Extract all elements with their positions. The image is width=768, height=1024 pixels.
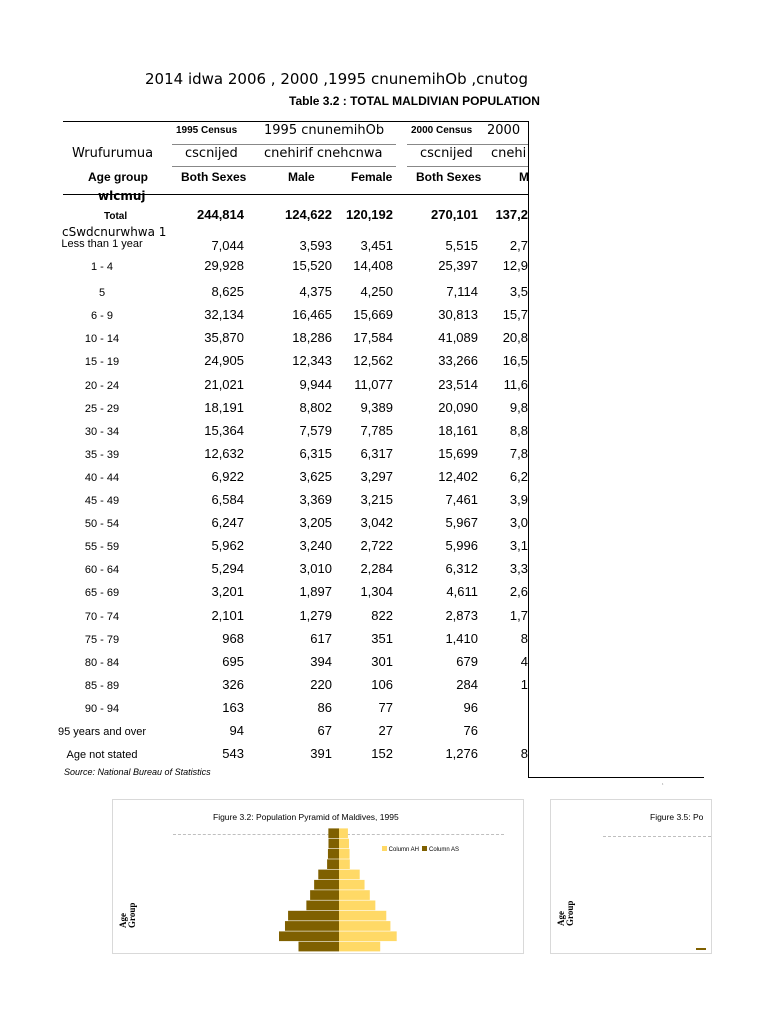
table-cell: 16,5 — [502, 353, 528, 368]
female-bar — [339, 901, 375, 911]
table-cell: 968 — [222, 631, 244, 646]
age-group-label: 75 - 79 — [84, 634, 120, 646]
table-cell: 33,266 — [438, 353, 478, 368]
table-cell: 41,089 — [438, 330, 478, 345]
table-cell: 3,1 — [509, 538, 528, 553]
age-group-label: 35 - 39 — [84, 449, 120, 461]
y-label-line-2: Group — [127, 902, 137, 928]
table-cell: 7,114 — [446, 284, 478, 299]
table-cell: 617 — [310, 631, 332, 646]
total-cell: 120,192 — [346, 207, 393, 222]
age-group-label: 40 - 44 — [84, 472, 120, 484]
female-bar — [339, 911, 386, 921]
population-pyramid-chart — [112, 799, 524, 954]
total-cell: 270,101 — [431, 207, 478, 222]
table-cell: 12,343 — [292, 353, 332, 368]
age-group-label: 80 - 84 — [84, 657, 120, 669]
table-cell: 3,3 — [509, 561, 528, 576]
table-cell: 394 — [310, 654, 332, 669]
age-group-label: 65 - 69 — [84, 587, 120, 599]
female-bar — [339, 890, 370, 900]
table-cell: 679 — [456, 654, 478, 669]
table-cell: 6,584 — [211, 492, 244, 507]
table-cell: 20,090 — [438, 400, 478, 415]
y2-label-line-1: Age — [556, 911, 566, 926]
table-cell: 6,312 — [445, 561, 478, 576]
legend-label-as: Column AS — [429, 847, 460, 853]
age-group-label: 85 - 89 — [84, 680, 120, 692]
under-one-dv-label: cSwdcnurwhwa 1 — [62, 225, 167, 239]
table-cell: 8,625 — [211, 284, 244, 299]
table-cell: 822 — [371, 608, 393, 623]
table-cell: 4 — [520, 654, 528, 669]
table-cell: 67 — [317, 723, 332, 738]
female-bar — [339, 942, 380, 952]
male-bar — [328, 828, 339, 838]
table-cell: 20,8 — [502, 330, 528, 345]
table-cell: 9,944 — [299, 377, 332, 392]
table-cell: 24,905 — [204, 353, 244, 368]
header-census-2000: 2000 Census — [411, 125, 473, 136]
chart2-y-axis-label — [557, 901, 575, 926]
chart2-top-gridline — [603, 836, 711, 838]
table-cell: 5,962 — [211, 538, 244, 553]
table-cell: 2,284 — [360, 561, 393, 576]
female-bar — [339, 880, 365, 890]
table-cell: 3,593 — [299, 238, 332, 253]
table-cell: 8 — [520, 746, 528, 761]
female-bar — [339, 859, 350, 869]
header-female-1995: Female — [351, 170, 393, 184]
female-bar — [339, 839, 349, 849]
table-cell: 1,897 — [299, 584, 332, 599]
table-cell: 1,276 — [445, 746, 478, 761]
age-group-label: 1 - 4 — [90, 261, 113, 273]
table-cell: 15,7 — [502, 307, 528, 322]
age-group-label: 20 - 24 — [84, 380, 120, 392]
y-label-line-1: Age — [118, 913, 128, 928]
pyramid-plot — [113, 800, 523, 953]
table-cell: 11,077 — [354, 377, 393, 392]
table-cell: 15,699 — [438, 446, 478, 461]
age-group-label: 30 - 34 — [84, 426, 120, 438]
source-note: Source: National Bureau of Statistics — [64, 767, 211, 777]
age-group-label: 50 - 54 — [84, 518, 120, 530]
header-male-2000: M — [519, 170, 529, 184]
header-age-dv: Wrufurumua — [72, 146, 154, 161]
table-cell: 7,461 — [445, 492, 478, 507]
table-cell: 18,286 — [292, 330, 332, 345]
table-cell: 391 — [310, 746, 332, 761]
table-cell: 1 — [520, 677, 528, 692]
table-cell: 6,922 — [211, 469, 244, 484]
table-cell: 12,402 — [438, 469, 478, 484]
table-cell: 326 — [222, 677, 244, 692]
table-cell: 163 — [222, 700, 244, 715]
total-cell: 124,622 — [285, 207, 332, 222]
table-cell: 3,201 — [211, 584, 244, 599]
female-bar — [339, 931, 397, 941]
table-cell: 5,996 — [445, 538, 478, 553]
table-cell: 5,294 — [211, 561, 244, 576]
underline-dv-1995 — [172, 166, 396, 167]
table-cell: 2,6 — [509, 584, 528, 599]
male-bar — [328, 849, 339, 859]
table-cell: 9,389 — [360, 400, 393, 415]
table-cell: 7,044 — [211, 238, 244, 253]
chart2-bar-fragment — [696, 948, 706, 950]
table-cell: 543 — [222, 746, 244, 761]
table-cell: 8 — [520, 631, 528, 646]
male-bar — [318, 870, 339, 880]
header-census-1995: 1995 Census — [176, 125, 238, 136]
table-cell: 3,205 — [299, 515, 332, 530]
table-cell: 106 — [371, 677, 393, 692]
table-cell: 152 — [371, 746, 393, 761]
table-cell: 2,722 — [360, 538, 393, 553]
header-age-group: Age group — [88, 170, 148, 184]
table-cell: 3,297 — [360, 469, 393, 484]
table-cell: 12,9 — [502, 258, 528, 273]
table-cell: 1,410 — [445, 631, 478, 646]
female-bar — [339, 828, 348, 838]
right-border — [528, 121, 529, 777]
table-cell: 3,5 — [509, 284, 528, 299]
table-cell: 2,873 — [445, 608, 478, 623]
table-cell: 6,2 — [509, 469, 528, 484]
table-cell: 6,317 — [360, 446, 393, 461]
table-cell: 27 — [378, 723, 393, 738]
table-cell: 2,101 — [211, 608, 244, 623]
male-bar — [310, 890, 339, 900]
table-cell: 7,8 — [509, 446, 528, 461]
underline-2000 — [407, 144, 528, 145]
table-cell: 301 — [371, 654, 393, 669]
table-cell: 6,315 — [299, 446, 332, 461]
age-group-label: 5 — [98, 287, 106, 299]
table-cell: 3,215 — [360, 492, 393, 507]
table-title: Table 3.2 : TOTAL MALDIVIAN POPULATION — [289, 94, 540, 108]
underline-dv-2000 — [407, 166, 528, 167]
stray-mark: ‘ — [662, 783, 664, 790]
table-cell: 18,161 — [438, 423, 478, 438]
table-cell: 1,279 — [299, 608, 332, 623]
table-cell: 3,042 — [360, 515, 393, 530]
age-group-label: 90 - 94 — [84, 703, 120, 715]
table-bottom-rule — [528, 777, 704, 778]
male-bar — [299, 942, 339, 952]
table-cell: 32,134 — [204, 307, 244, 322]
table-cell: 220 — [310, 677, 332, 692]
table-cell: 2,7 — [509, 238, 528, 253]
male-bar — [328, 839, 339, 849]
table-cell: 76 — [463, 723, 478, 738]
age-group-label: 60 - 64 — [84, 564, 120, 576]
table-cell: 96 — [463, 700, 478, 715]
total-cell: 137,2 — [495, 207, 528, 222]
table-cell: 8,802 — [299, 400, 332, 415]
age-group-label: 6 - 9 — [90, 310, 113, 322]
table-cell: 15,520 — [292, 258, 332, 273]
age-group-label: 15 - 19 — [84, 356, 120, 368]
table-cell: 14,408 — [353, 258, 393, 273]
header-both-sexes-1995: Both Sexes — [181, 170, 247, 184]
male-bar — [314, 880, 339, 890]
table-cell: 3,369 — [299, 492, 332, 507]
header-dhivehi-2000: 2000 — [487, 123, 521, 138]
male-bar — [285, 921, 339, 931]
table-cell: 7,785 — [360, 423, 393, 438]
chart-title: Figure 3.2: Population Pyramid of Maldives, 1995 — [213, 812, 399, 822]
table-cell: 8,8 — [509, 423, 528, 438]
female-bar — [339, 849, 350, 859]
legend-label-ah: Column AH — [388, 847, 420, 853]
underline-1995 — [172, 144, 396, 145]
table-cell: 86 — [317, 700, 332, 715]
table-cell: 9,8 — [509, 400, 528, 415]
table-cell: 12,562 — [353, 353, 393, 368]
header-dhivehi-1995: 1995 cnunemihOb — [264, 123, 385, 138]
table-cell: 17,584 — [353, 330, 393, 345]
table-cell: 1,304 — [360, 584, 393, 599]
table-cell: 7,579 — [299, 423, 332, 438]
table-cell: 3,240 — [299, 538, 332, 553]
table-cell: 77 — [378, 700, 393, 715]
table-top-rule — [63, 121, 529, 122]
table-cell: 351 — [371, 631, 393, 646]
age-group-label: Less than 1 year — [61, 238, 143, 250]
table-cell: 6,247 — [211, 515, 244, 530]
chart2-title: Figure 3.5: Po — [650, 812, 704, 822]
table-cell: 21,021 — [204, 377, 244, 392]
header-both-dv-2000: cscnijed — [420, 146, 473, 161]
age-group-label: 95 years and over — [57, 726, 147, 738]
table-cell: 3,451 — [360, 238, 393, 253]
table-cell: 18,191 — [204, 400, 244, 415]
table-cell: 30,813 — [438, 307, 478, 322]
table-cell: 35,870 — [204, 330, 244, 345]
table-cell: 3,010 — [299, 561, 332, 576]
female-bar — [339, 870, 360, 880]
total-label: Total — [104, 211, 128, 222]
age-group-label: 25 - 29 — [84, 403, 120, 415]
male-bar — [288, 911, 339, 921]
table-cell: 25,397 — [438, 258, 478, 273]
age-group-label: 70 - 74 — [84, 611, 120, 623]
table-cell: 12,632 — [204, 446, 244, 461]
header-male-female-dv: cnehirif cnehcnwa — [264, 146, 383, 161]
y2-label-line-2: Group — [565, 900, 575, 926]
table-cell: 23,514 — [438, 377, 478, 392]
table-cell: 29,928 — [204, 258, 244, 273]
age-group-label: 10 - 14 — [84, 333, 120, 345]
page-top-title: 2014 idwa 2006 , 2000 ,1995 cnunemihOb ,cnutog — [145, 70, 528, 88]
table-cell: 94 — [229, 723, 244, 738]
table-cell: 5,967 — [445, 515, 478, 530]
table-cell: 284 — [456, 677, 478, 692]
table-cell: 3,9 — [509, 492, 528, 507]
table-cell: 4,375 — [299, 284, 332, 299]
table-cell: 16,465 — [292, 307, 332, 322]
table-cell: 1,7 — [509, 608, 528, 623]
male-bar — [306, 901, 339, 911]
total-dv-label: wlcmuj — [98, 189, 146, 203]
female-bar — [339, 921, 390, 931]
table-cell: 4,250 — [360, 284, 393, 299]
table-cell: 15,669 — [353, 307, 393, 322]
table-cell: 695 — [222, 654, 244, 669]
age-group-label: 45 - 49 — [84, 495, 120, 507]
header-both-sexes-2000: Both Sexes — [416, 170, 482, 184]
table-cell: 4,611 — [446, 584, 478, 599]
header-male-dv-2000: cnehi — [491, 146, 527, 161]
table-cell: 15,364 — [204, 423, 244, 438]
age-group-label: 55 - 59 — [84, 541, 120, 553]
table-cell: 5,515 — [445, 238, 478, 253]
table-cell: 11,6 — [503, 377, 528, 392]
second-figure-chart — [550, 799, 712, 954]
table-cell: 3,0 — [509, 515, 528, 530]
total-cell: 244,814 — [197, 207, 244, 222]
header-both-dv: cscnijed — [185, 146, 238, 161]
male-bar — [279, 931, 339, 941]
table-cell: 3,625 — [299, 469, 332, 484]
male-bar — [327, 859, 339, 869]
age-group-label: Age not stated — [66, 749, 138, 761]
header-male-1995: Male — [288, 170, 315, 184]
